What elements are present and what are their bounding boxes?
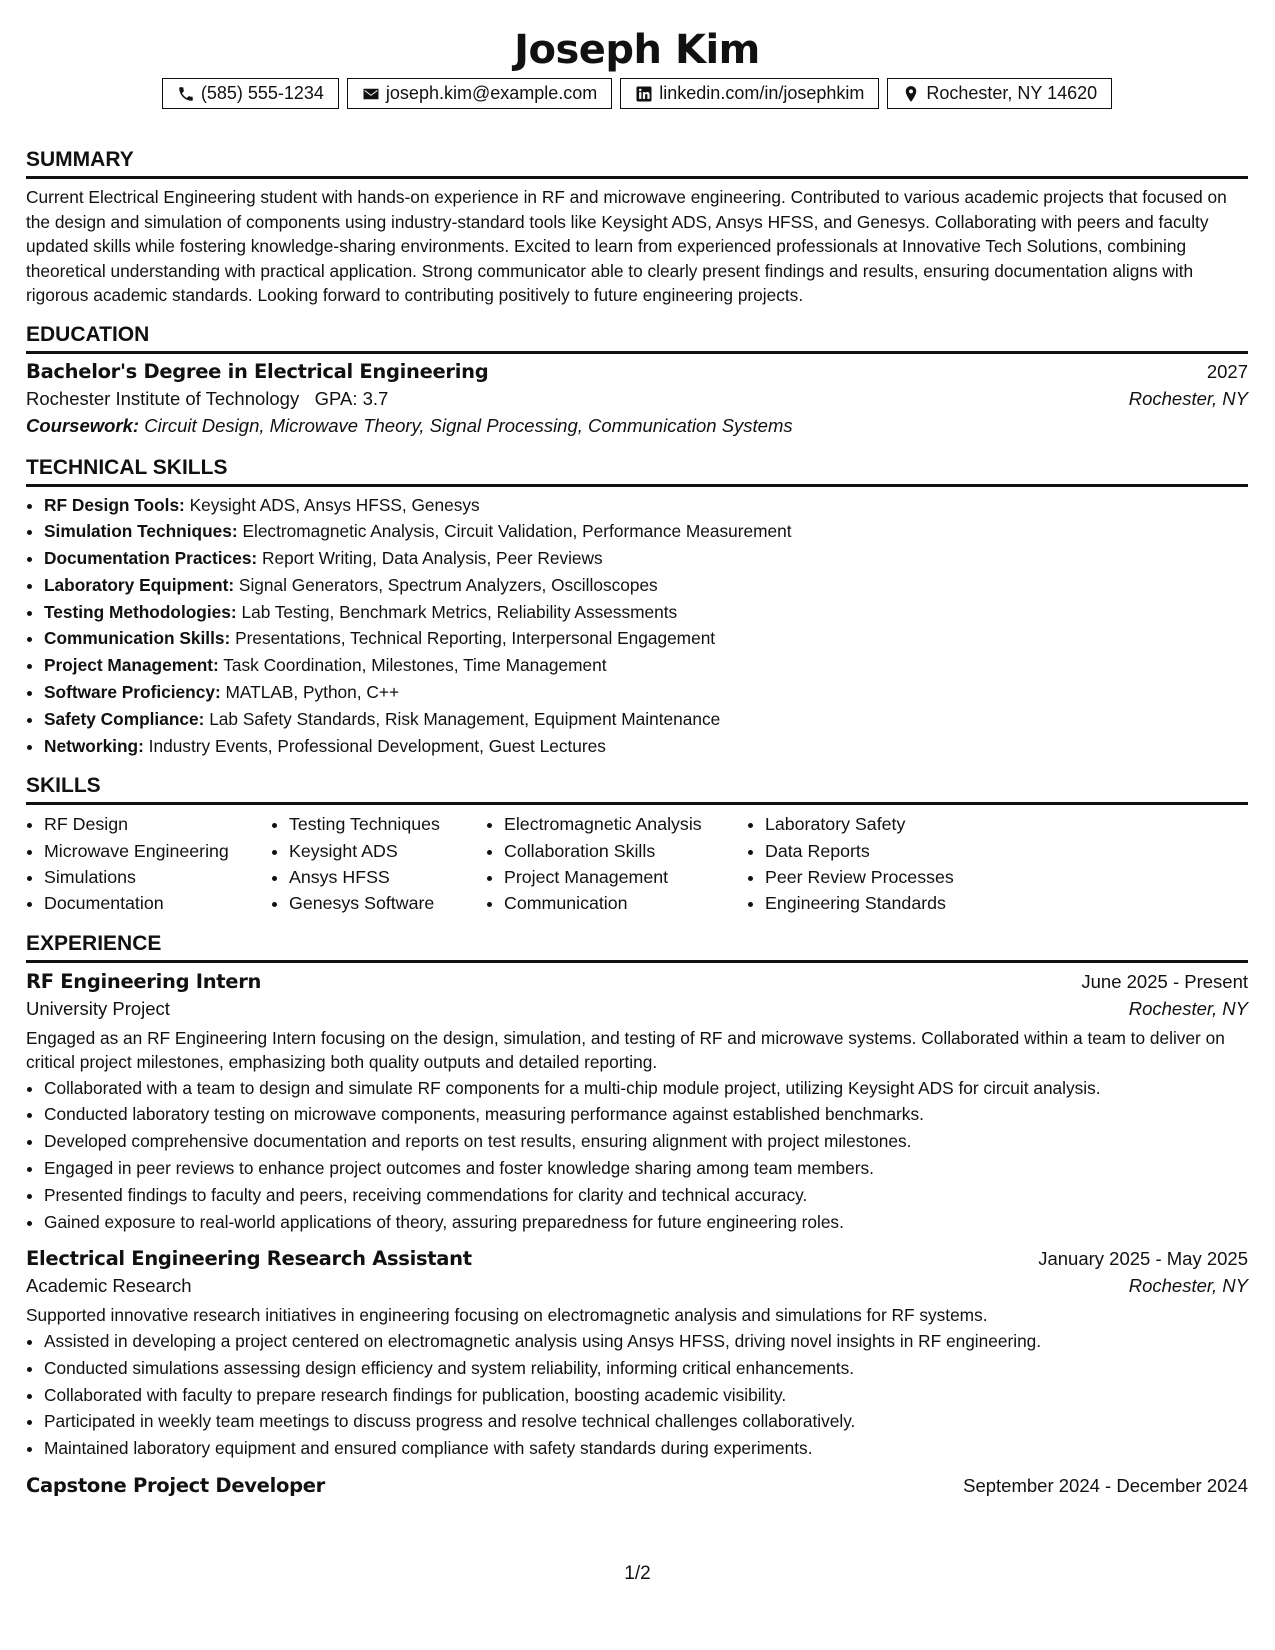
list-item: • Peer Review Processes [765,864,1025,890]
skill-label: Safety Compliance: [44,708,205,729]
skill-value: Keysight ADS, Ansys HFSS, Genesys [189,494,480,515]
contact-phone [162,78,339,109]
skill-value: Lab Testing, Benchmark Metrics, Reliability Assessments [241,601,678,622]
contact-location-text: Rochester, NY 14620 [926,83,1098,103]
education-school-row [26,388,1248,410]
job-organization: Academic Research [26,1275,192,1297]
contact-linkedin-text[interactable]: linkedin.com/in/josephkim [659,83,865,103]
list-item: • Collaborated with a team to design and simulate RF components for a multi-chip module project, utilizing Keysight ADS for circuit analysis. [44,1075,1248,1102]
skills-section [26,773,1248,916]
page-number: 1/2 [624,1563,651,1584]
list-item [44,572,1248,599]
skills-column-3 [486,811,747,916]
skill-label: Documentation Practices: [44,548,258,569]
list-item: • Conducted laboratory testing on microwave components, measuring performance against established benchmarks. [44,1101,1248,1128]
job-title: RF Engineering Intern [26,969,262,993]
skill-label: Communication Skills: [44,628,231,649]
degree-title: Bachelor's Degree in Electrical Engineering [26,359,489,383]
list-item: • Conducted simulations assessing design efficiency and system reliability, informing critical enhancements. [44,1355,1248,1382]
linkedin-icon [635,85,653,103]
skills-column-1 [26,811,271,916]
technical-skills-heading: TECHNICAL SKILLS [26,455,1248,487]
job-org-row [26,998,1248,1020]
gpa: GPA: 3.7 [314,387,389,409]
contact-linkedin[interactable] [620,78,879,109]
technical-skills-section [26,455,1248,760]
skill-value: MATLAB, Python, C++ [225,682,400,703]
job-organization: University Project [26,997,170,1019]
map-pin-icon [902,85,920,103]
skill-label: Simulation Techniques: [44,521,238,542]
list-item: • Engineering Standards [765,890,1025,916]
list-item [44,733,1248,760]
skill-value: Task Coordination, Milestones, Time Management [223,655,607,676]
list-item: • Maintained laboratory equipment and ensured compliance with safety standards during experiments. [44,1435,1248,1462]
skill-label: Software Proficiency: [44,682,221,703]
school-line [26,388,388,410]
list-item: • Project Management [504,864,747,890]
job-title: Electrical Engineering Research Assistant [26,1247,472,1271]
job-summary: Engaged as an RF Engineering Intern focusing on the design, simulation, and testing of RF and microwave systems. Collaborated within a team to deliver on critical project milestones, emphasizing both quality outputs and detailed reporting. [26,1027,1225,1073]
skill-value: Presentations, Technical Reporting, Interpersonal Engagement [235,628,716,649]
job-title-row [26,1247,1248,1270]
skills-column-4 [747,811,1025,916]
list-item [44,492,1248,519]
job-dates: September 2024 - December 2024 [963,1474,1248,1496]
envelope-icon [362,85,380,103]
contact-email[interactable] [347,78,612,109]
list-item: • Participated in weekly team meetings to discuss progress and resolve technical challenges collaboratively. [44,1408,1248,1435]
job-dates: June 2025 - Present [1081,970,1248,992]
contact-location [887,78,1112,109]
job-entry [26,1247,1248,1461]
skills-column-2 [271,811,486,916]
list-item [44,625,1248,652]
education-heading: EDUCATION [26,322,1248,354]
candidate-name: Joseph Kim [514,27,760,73]
list-item: • Microwave Engineering [44,838,271,864]
list-item: • Presented findings to faculty and peers, receiving commendations for clarity and technical accuracy. [44,1182,1248,1209]
job-title-row [26,970,1248,993]
job-location: Rochester, NY [1128,997,1248,1019]
list-item [44,599,1248,626]
skill-value: Electromagnetic Analysis, Circuit Validation, Performance Measurement [242,521,792,542]
coursework-line [26,415,1248,437]
list-item: • Simulations [44,864,271,890]
skill-label: Testing Methodologies: [44,601,237,622]
list-item: • Communication [504,890,747,916]
list-item [44,518,1248,545]
job-summary: Supported innovative research initiatives in engineering focusing on electromagnetic analysis and simulations for RF systems. [26,1305,988,1326]
list-item: • Laboratory Safety [765,811,1025,837]
job-bullets [26,1075,1248,1236]
job-entry [26,1474,1248,1497]
skill-label: Project Management: [44,655,219,676]
list-item: • Developed comprehensive documentation and reports on test results, ensuring alignment with project milestones. [44,1128,1248,1155]
contact-bar [26,78,1248,109]
education-section [26,322,1248,437]
resume-page [26,0,1248,1497]
job-title-row [26,1474,1248,1497]
experience-heading: EXPERIENCE [26,931,1248,963]
skill-value: Report Writing, Data Analysis, Peer Reviews [262,548,603,569]
list-item: • Collaboration Skills [504,838,747,864]
list-item: • Electromagnetic Analysis [504,811,747,837]
job-title: Capstone Project Developer [26,1473,325,1497]
phone-icon [177,85,195,103]
job-org-row [26,1275,1248,1297]
school-name: Rochester Institute of Technology [26,387,300,409]
coursework-label: Coursework: [26,414,140,436]
job-location: Rochester, NY [1128,1275,1248,1297]
graduation-year: 2027 [1206,360,1248,382]
list-item: • Ansys HFSS [289,864,486,890]
experience-section [26,931,1248,1497]
job-bullets [26,1328,1248,1462]
skill-value: Industry Events, Professional Development, Guest Lectures [148,735,606,756]
list-item [44,545,1248,572]
job-entry [26,970,1248,1236]
job-dates: January 2025 - May 2025 [1038,1248,1248,1270]
technical-skills-list [26,492,1248,760]
list-item: • RF Design [44,811,271,837]
skills-grid [26,811,1248,916]
list-item: • Keysight ADS [289,838,486,864]
list-item: • Engaged in peer reviews to enhance project outcomes and foster knowledge sharing among team members. [44,1155,1248,1182]
list-item: • Data Reports [765,838,1025,864]
skill-label: Networking: [44,735,144,756]
school-location: Rochester, NY [1128,387,1248,409]
skills-heading: SKILLS [26,773,1248,805]
skill-label: Laboratory Equipment: [44,574,235,595]
coursework-list: Circuit Design, Microwave Theory, Signal Processing, Communication Systems [144,414,793,436]
summary-section [26,147,1248,308]
list-item: • Gained exposure to real-world applications of theory, assuring preparedness for future engineering roles. [44,1209,1248,1236]
list-item: • Testing Techniques [289,811,486,837]
summary-heading: SUMMARY [26,147,1248,179]
skill-value: Signal Generators, Spectrum Analyzers, Oscilloscopes [238,574,658,595]
list-item: • Genesys Software [289,890,486,916]
list-item: • Assisted in developing a project centered on electromagnetic analysis using Ansys HFSS, driving novel insights in RF engineering. [44,1328,1248,1355]
list-item: • Documentation [44,890,271,916]
list-item [44,679,1248,706]
skill-label: RF Design Tools: [44,494,185,515]
contact-email-text[interactable]: joseph.kim@example.com [385,83,598,103]
list-item [44,706,1248,733]
summary-text: Current Electrical Engineering student with hands-on experience in RF and microwave engineering. Contributed to various academic projects that focused on the design and simulation of components using industry-standard tools like Keysight ADS, Ansys HFSS, and Genesys. Collaborating with peers and faculty updated skills while fostering knowledge-sharing environments. Excited to learn from experienced professionals at Innovative Tech Solutions, combining theoretical understanding with practical application. Strong communicator able to clearly present findings and results, ensuring documentation aligns with rigorous academic standards. Looking forward to contributing positively to future engineering projects. [26,187,1227,305]
contact-phone-text: (585) 555-1234 [200,83,324,103]
skill-value: Lab Safety Standards, Risk Management, Equipment Maintenance [209,708,721,729]
education-degree-row [26,360,1248,383]
list-item [44,652,1248,679]
list-item: • Collaborated with faculty to prepare research findings for publication, boosting academic visibility. [44,1382,1248,1409]
